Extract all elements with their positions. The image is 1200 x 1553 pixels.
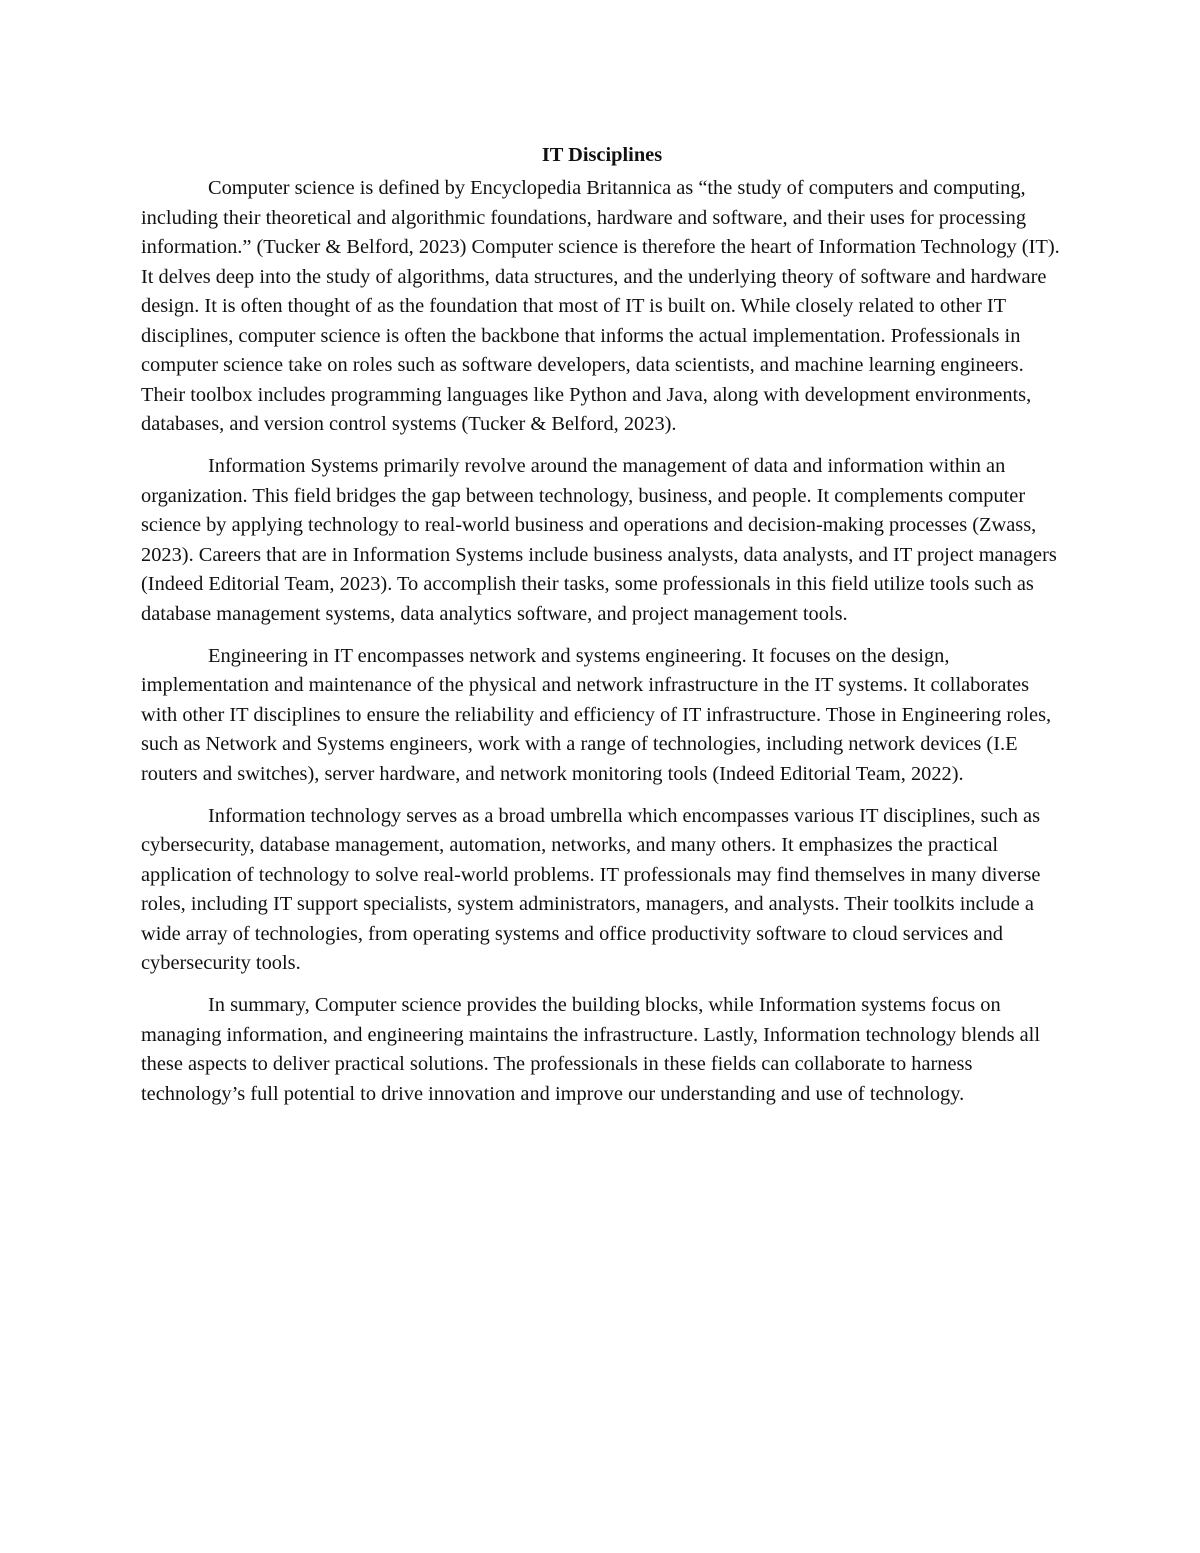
paragraph-information-technology: Information technology serves as a broad umbrella which encompasses various IT disciplines, such as cybersecurity, database management, automation, networks, and many others. It emphasizes the practical application of technology to solve real-world problems. IT professionals may find themselves in many diverse roles, including IT support specialists, system administrators, managers, and analysts. Their toolkits include a wide array of technologies, from operating systems and office productivity software to cloud services and cybersecurity tools. xyxy=(141,804,1041,974)
paragraph-computer-science: Computer science is defined by Encyclopedia Britannica as “the study of computers and computing, including their theoretical and algorithmic foundations, hardware and software, and their uses for processing information.” (Tucker & Belford, 2023) Computer science is therefore the heart of Information Technology (IT). It delves deep into the study of algorithms, data structures, and the underlying theory of software and hardware design. It is often thought of as the foundation that most of IT is built on. While closely related to other IT disciplines, computer science is often the backbone that informs the actual implementation. Professionals in computer science take on roles such as software developers, data scientists, and machine learning engineers. Their toolbox includes programming languages like Python and Java, along with development environments, databases, and version control systems (Tucker & Belford, 2023). xyxy=(141,177,1060,435)
paragraph-engineering: Engineering in IT encompasses network and systems engineering. It focuses on the design, implementation and maintenance of the physical and network infrastructure in the IT systems. It collaborates with other IT disciplines to ensure the reliability and efficiency of IT infrastructure. Those in Engineering roles, such as Network and Systems engineers, work with a range of technologies, including network devices (I.E routers and switches), server hardware, and network monitoring tools (Indeed Editorial Team, 2022). xyxy=(141,644,1052,785)
document-title: IT Disciplines xyxy=(541,144,663,166)
paragraph-information-systems: Information Systems primarily revolve around the management of data and information within an organization. This field bridges the gap between technology, business, and people. It complements computer science by applying technology to real-world business and operations and decision-making processes (Zwass, 2023). Careers that are in Information Systems include business analysts, data analysts, and IT project managers (Indeed Editorial Team, 2023). To accomplish their tasks, some professionals in this field utilize tools such as database management systems, data analytics software, and project management tools. xyxy=(141,455,1057,625)
document-body xyxy=(141,140,1063,1122)
paragraph-summary: In summary, Computer science provides the building blocks, while Information systems focus on managing information, and engineering maintains the infrastructure. Lastly, Information technology blends all these aspects to deliver practical solutions. The professionals in these fields can collaborate to harness technology’s full potential to drive innovation and improve our understanding and use of technology. xyxy=(141,994,1041,1105)
